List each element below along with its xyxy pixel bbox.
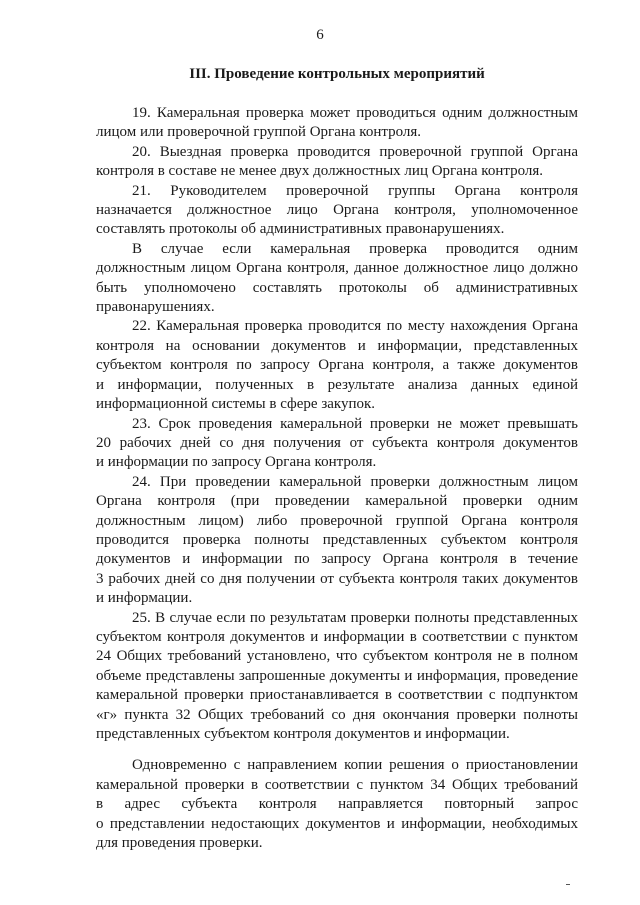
text-line: 3 рабочих дней со дня получении от субъекта контроля таких документов (96, 570, 578, 587)
text-line: объеме представлены запрошенные документы и информация, проведение (96, 667, 578, 684)
text-line: назначается должностное лицо Органа контроля, уполномоченное (96, 202, 578, 219)
paragraph (96, 104, 578, 143)
body-text (96, 104, 578, 853)
text-line: для проведения проверки. (96, 835, 263, 852)
text-line: и информации, полученных в результате анализа данных единой (96, 376, 578, 393)
paragraph (96, 182, 578, 240)
text-line: быть уполномочено составлять протоколы об административных (96, 279, 578, 296)
text-line: 25. В случае если по результатам проверки полноты представленных (132, 609, 578, 626)
section-title: III. Проведение контрольных мероприятий (189, 66, 485, 82)
text-line: представленных субъектом контроля документов и информации. (96, 726, 510, 742)
scan-mark (566, 884, 570, 885)
text-line: камеральной проверки в соответствии с пунктом 34 Общих требований (96, 776, 578, 793)
paragraph (96, 756, 578, 853)
text-line: информационной системы в сфере закупок. (96, 396, 376, 413)
text-line: контроля на основании документов и информации, представленных (96, 337, 578, 354)
text-line: лицом или проверочной группой Органа контроля. (96, 124, 422, 141)
text-line: и информации. (96, 590, 193, 607)
text-line: 22. Камеральная проверка проводится по месту нахождения Органа (132, 318, 578, 335)
page-number: 6 (316, 27, 324, 43)
text-line: должностным лицом) либо проверочной группой Органа контроля (96, 512, 578, 529)
paragraph (96, 415, 578, 473)
paragraph (96, 240, 578, 318)
text-line: проводится проверка полноты представленных субъектом контроля (96, 531, 578, 548)
text-line: о представлении недостающих документов и информации, необходимых (96, 815, 578, 832)
text-line: документов и информации по запросу Органа контроля в течение (96, 551, 578, 568)
text-line: составлять протоколы об административных правонарушениях. (96, 221, 505, 238)
text-line: камеральной проверки приостанавливается в соответствии с подпунктом (96, 687, 578, 704)
paragraph (96, 317, 578, 414)
text-line: правонарушениях. (96, 299, 215, 316)
paragraph (96, 473, 578, 609)
paragraph (96, 609, 578, 745)
text-line: Одновременно с направлением копии решения о приостановлении (132, 757, 578, 774)
text-line: 19. Камеральная проверка может проводиться одним должностным (132, 105, 578, 121)
text-line: контроля в составе не менее двух должностных лиц Органа контроля. (96, 163, 544, 180)
text-line: 21. Руководителем проверочной группы Органа контроля (132, 182, 578, 199)
text-line: 24 Общих требований установлено, что субъектом контроля не в полном (96, 648, 578, 665)
text-line: субъектом контроля по запросу Органа контроля, а также документов (96, 357, 578, 374)
text-line: в адрес субъекта контроля направляется повторный запрос (96, 796, 578, 813)
text-line: 20 рабочих дней со дня получения от субъекта контроля документов (96, 434, 578, 451)
paragraph (96, 143, 578, 182)
text-line: Органа контроля (при проведении камеральной проверки одним (96, 493, 578, 510)
text-line: и информации по запросу Органа контроля. (96, 454, 377, 471)
text-line: «г» пункта 32 Общих требований со дня окончания проверки полноты (96, 706, 578, 723)
text-line: должностным лицом Органа контроля, данное должностное лицо должно (96, 260, 578, 277)
text-line: В случае если камеральная проверка проводится одним (132, 240, 578, 257)
text-line: 20. Выездная проверка проводится проверочной группой Органа (132, 143, 578, 160)
text-line: 24. При проведении камеральной проверки должностным лицом (132, 473, 578, 490)
text-line: субъектом контроля документов и информации в соответствии с пунктом (96, 628, 578, 645)
text-line: 23. Срок проведения камеральной проверки не может превышать (132, 415, 578, 432)
